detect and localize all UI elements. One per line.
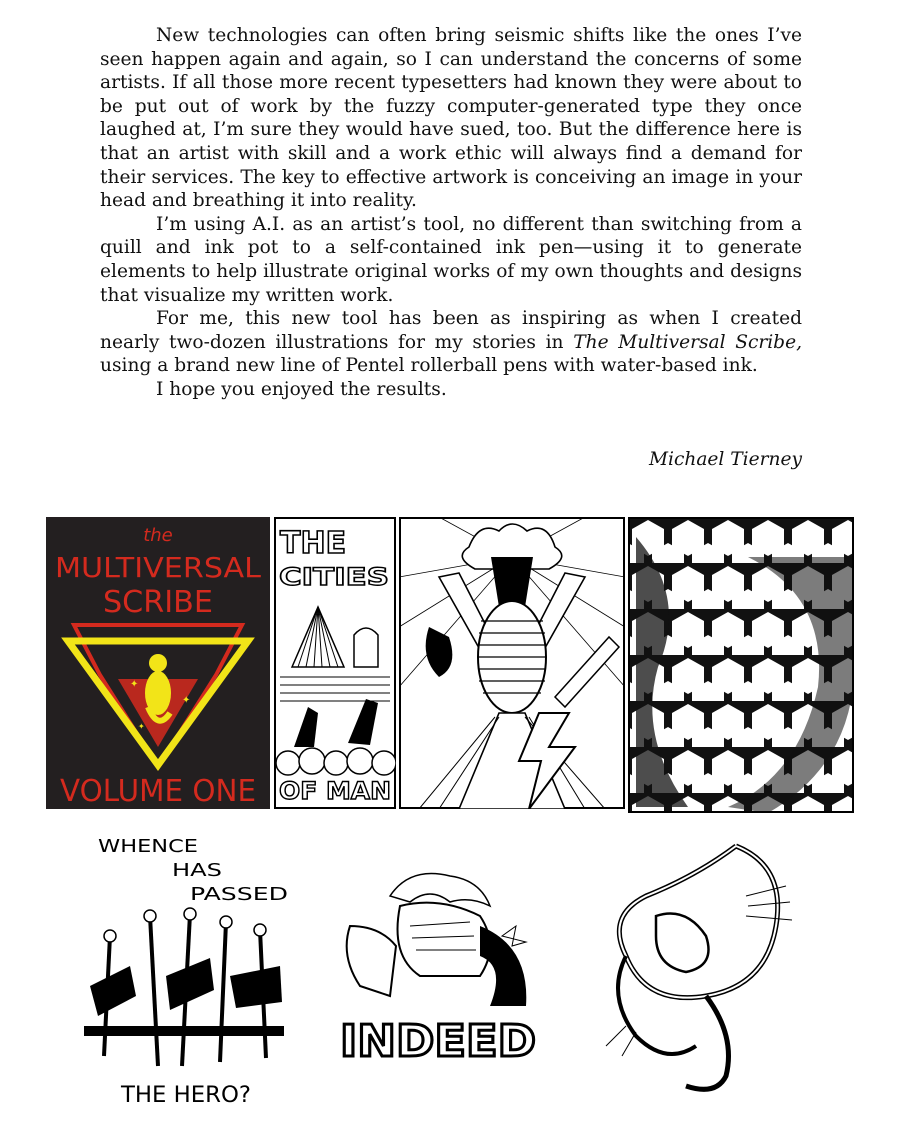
twisted-bone-sketch-image <box>586 836 816 1104</box>
multiversal-scribe-cover-image <box>46 517 270 809</box>
cities-title-cities: CITIES <box>279 563 389 591</box>
paragraph-1: New technologies can often bring seismic shifts like the ones I’ve seen happen again and again, so I can understand the concerns of some artists. If all those more recent typesetters had known they were about to be put out of work by the fuzzy computer-generated type they once laughed at, I’m sure they would have sued, too. But the difference here is that an artist with skill and a work ethic will always find a demand for their services. The key to effective artwork is conceiving an image in your head and breathing it into reality. <box>100 25 802 212</box>
cover-title-scribe: SCRIBE <box>103 585 213 620</box>
paragraph-2: I’m using A.I. as an artist’s tool, no different than switching from a quill and ink pot to a self-contained ink pen—using it to generate elements to help illustrate original works of my own thoughts and designs that visualize my written work. <box>100 213 802 306</box>
paragraph-3-start: For me, this new tool has been as inspiring as when I created nearly two-dozen illustrations for my stories in <box>100 308 802 353</box>
cover-small-title: the <box>143 525 173 546</box>
honeycomb-pattern-image <box>628 517 854 813</box>
book-title: The Multiversal Scribe, <box>573 331 803 353</box>
indeed-fist-image <box>330 866 546 1078</box>
paragraph-3-end: using a brand new line of Pentel rollerball pens with water-based ink. <box>100 355 758 377</box>
svg-text:✦: ✦ <box>138 722 145 731</box>
cities-title-the: THE <box>280 526 347 561</box>
whence-bottom-the-hero: THE HERO? <box>119 1083 251 1108</box>
author-signature: Michael Tierney <box>648 449 802 470</box>
essay-text <box>100 24 802 402</box>
whence-line-3: PASSED <box>190 884 288 905</box>
whence-line-1: WHENCE <box>98 836 198 857</box>
svg-text:✦: ✦ <box>130 679 139 690</box>
whence-has-passed-the-hero-image <box>70 826 298 1112</box>
paragraph-4: I hope you enjoyed the results. <box>156 378 447 400</box>
robot-explosion-image <box>399 517 625 809</box>
cover-title-multiversal: MULTIVERSAL <box>55 551 262 584</box>
cities-of-man-image <box>274 517 396 809</box>
paragraph-3 <box>100 307 802 378</box>
cover-volume-one: VOLUME ONE <box>60 774 256 809</box>
svg-text:✦: ✦ <box>182 695 191 706</box>
cities-title-of-man: OF MAN <box>279 777 391 805</box>
indeed-word: INDEED <box>340 1016 536 1067</box>
whence-line-2: HAS <box>172 860 222 881</box>
